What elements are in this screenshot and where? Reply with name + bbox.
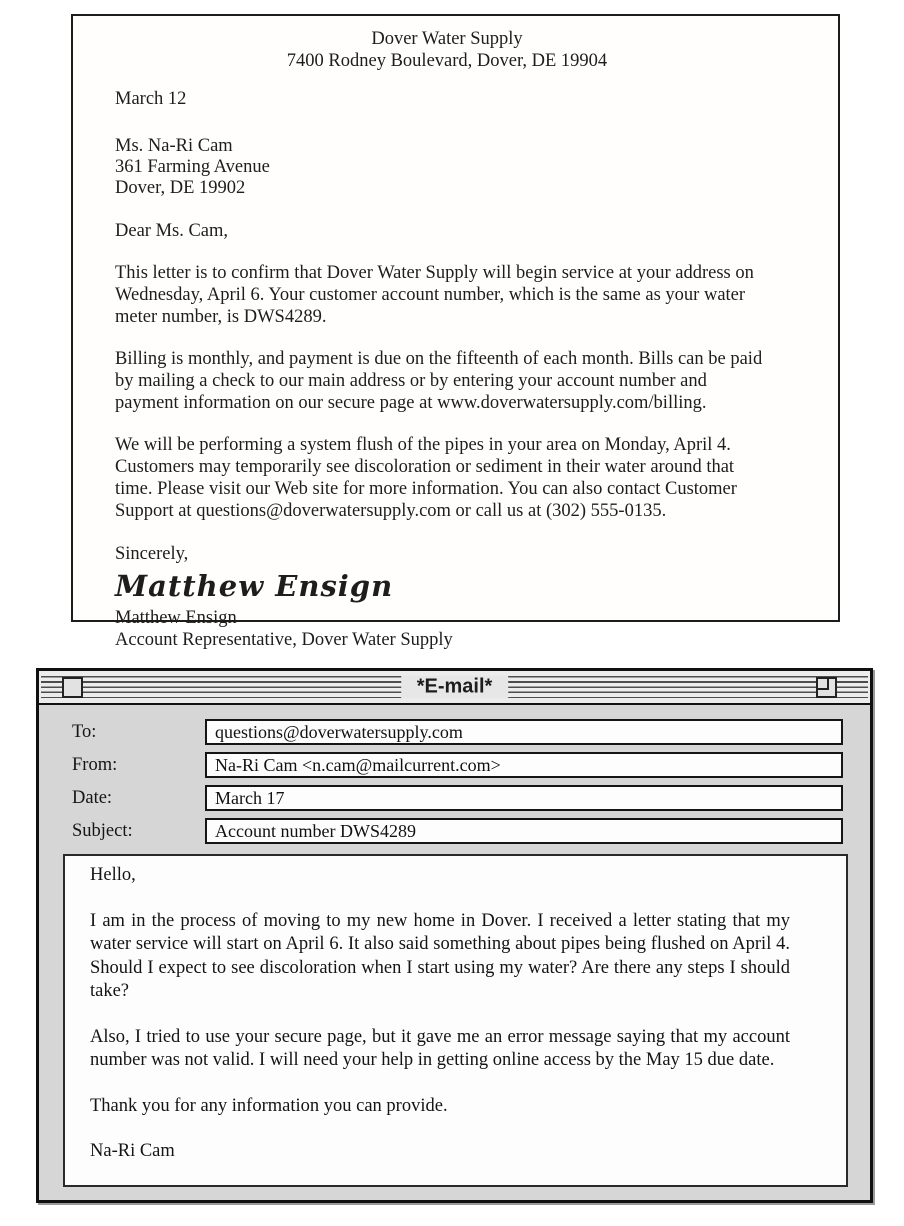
window-titlebar[interactable] [39,671,870,705]
from-input[interactable] [205,752,843,778]
window-close-box-icon[interactable] [62,677,83,698]
signer-title: Account Representative, Dover Water Supply [115,630,453,650]
letter-date: March 12 [115,89,187,109]
letter-salutation: Dear Ms. Cam, [115,221,229,241]
email-message-body[interactable] [63,854,848,1187]
letter-paragraph-2: Billing is monthly, and payment is due on the fifteenth of each month. Bills can be paid by mailing a check to our main address or by entering your account number and payment information on our secure page at www.doverwatersupply.com/billing. [115,349,763,413]
email-sender-name: Na-Ri Cam [90,1141,175,1161]
field-row-date [72,785,843,811]
date-label: Date: [72,787,113,808]
to-label: To: [72,721,97,742]
email-window [36,668,873,1203]
subject-label: Subject: [72,820,133,841]
letter-closing: Sincerely, [115,544,189,564]
letter-paragraph-1: This letter is to confirm that Dover Water Supply will begin service at your address on Wednesday, April 6. Your customer account number, which is the same as your water meter number, is DWS4289. [115,263,754,327]
email-header-fields [39,705,870,844]
letter-company-address: 7400 Rodney Boulevard, Dover, DE 19904 [286,51,608,71]
letter-content [73,16,838,651]
email-greeting: Hello, [90,865,136,885]
window-zoom-box-icon[interactable] [816,677,837,698]
email-paragraph-1: I am in the process of moving to my new home in Dover. I received a letter stating that my water service will start on April 6. It also said something about pipes being flushed on April 4. Should I expect to see discoloration when I start using my water? Are there any steps I should take? [90,910,790,1001]
email-thanks-line: Thank you for any information you can provide. [90,1095,448,1116]
field-row-to [72,719,843,745]
zoom-box-inner-square [818,679,829,690]
letter-company-name: Dover Water Supply [371,29,523,49]
to-input[interactable] [205,719,843,745]
handwritten-signature: Matthew Ensign [115,569,394,603]
field-row-subject [72,818,843,844]
letter-paragraph-3: We will be performing a system flush of the pipes in your area on Monday, April 4. Customers may temporarily see discoloration or sediment in their water around that time. Please visit our Web site for more information. You can also contact Customer Support at questions@doverwatersupply.com or call us at (302) 555-0135. [115,435,737,521]
letter-document [71,14,840,650]
letter-letterhead [115,28,779,72]
signer-block [115,607,779,651]
recipient-city: Dover, DE 19902 [115,178,246,198]
subject-input[interactable] [205,818,843,844]
recipient-street: 361 Farming Avenue [115,157,270,177]
letter-recipient-block [115,136,779,199]
signer-name: Matthew Ensign [115,608,237,628]
window-title: *E-mail* [401,676,509,699]
email-paragraph-2: Also, I tried to use your secure page, but it gave me an error message saying that my account number was not valid. I will need your help in getting online access by the May 15 due date. [90,1026,790,1070]
field-row-from [72,752,843,778]
date-input[interactable] [205,785,843,811]
recipient-name: Ms. Na-Ri Cam [115,136,233,156]
from-label: From: [72,754,118,775]
